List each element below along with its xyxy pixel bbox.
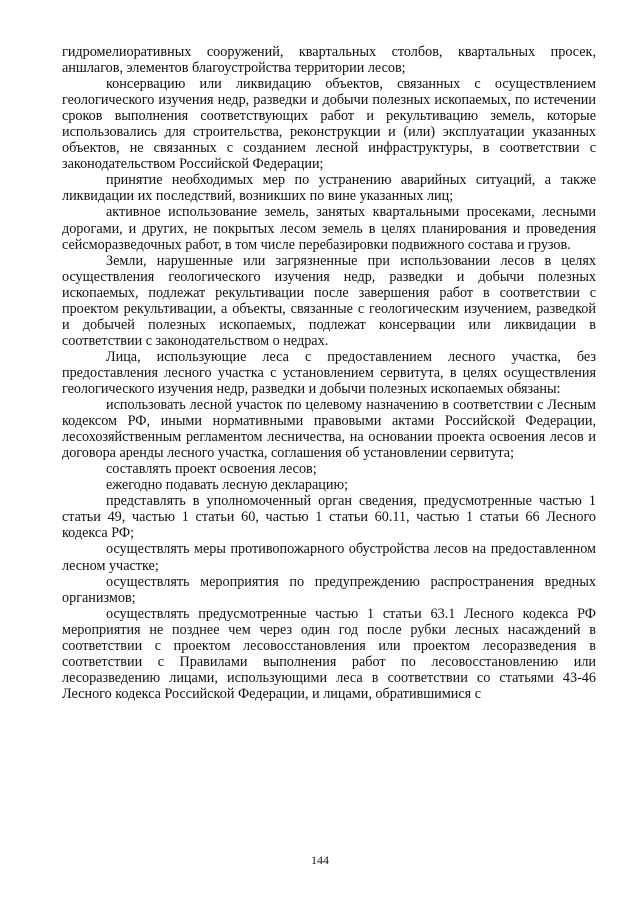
paragraph-2: консервацию или ликвидацию объектов, связанных с осуществлением геологического изучения недр, разведки и добычи полезных ископаемых, по истечении сроков выполнения соответствующих работ и рекультивацию земель, которые использовались для строительства, реконструкции и (или) эксплуатации указанных объектов, не связанных с созданием лесной инфраструктуры, в соответствии с законодательством Российской Федерации; [62, 76, 596, 173]
paragraph-11: осуществлять меры противопожарного обустройства лесов на предоставленном лесном участке; [62, 541, 596, 574]
paragraph-10: представлять в уполномоченный орган сведения, предусмотренные частью 1 статьи 49, частью 1 статьи 60, частью 1 статьи 60.11, частью 1 статьи 66 Лесного кодекса РФ; [62, 493, 596, 542]
paragraph-3: принятие необходимых мер по устранению аварийных ситуаций, а также ликвидации их последствий, возникших по вине указанных лиц; [62, 172, 596, 205]
paragraph-1: гидромелиоративных сооружений, квартальных столбов, квартальных просек, аншлагов, элементов благоустройства территории лесов; [62, 44, 596, 77]
paragraph-12: осуществлять мероприятия по предупреждению распространения вредных организмов; [62, 573, 596, 606]
paragraph-8: составлять проект освоения лесов; [106, 461, 317, 478]
paragraph-7: использовать лесной участок по целевому назначению в соответствии с Лесным кодексом РФ, иными нормативными правовыми актами Российской Федерации, лесохозяйственным регламентом лесничества, на основании проекта освоения лесов и договора аренды лесного участка, соглашения об установлении сервитута; [62, 397, 596, 462]
paragraph-13: осуществлять предусмотренные частью 1 статьи 63.1 Лесного кодекса РФ мероприятия не позднее чем через один год после рубки лесных насаждений в соответствии с проектом лесовосстановления или проектом лесоразведения в соответствии с Правилами выполнения работ по лесовосстановлению или лесоразведению лицами, использующими леса в соответствии со статьями 43-46 Лесного кодекса Российской Федерации, и лицами, обратившимися с [62, 605, 596, 702]
page-number: 144 [311, 853, 329, 867]
document-body [62, 44, 596, 702]
paragraph-6: Лица, использующие леса с предоставлением лесного участка, без предоставления лесного участка с установлением сервитута, в целях осуществления геологического изучения недр, разведки и добычи полезных ископаемых обязаны: [62, 348, 596, 397]
paragraph-4: активное использование земель, занятых квартальными просеками, лесными дорогами, и других, не покрытых лесом земель в целях планирования и проведения сейсморазведочных работ, в том числе перебазировки подвижного состава и грузов. [62, 204, 596, 253]
paragraph-5: Земли, нарушенные или загрязненные при использовании лесов в целях осуществления геологического изучения недр, разведки и добычи полезных ископаемых, подлежат рекультивации после завершения работ в соответствии с проектом рекультивации, а объекты, связанные с геологическим изучением, разведкой и добычей полезных ископаемых, подлежат консервации или ликвидации в соответствии с законодательством о недрах. [62, 252, 596, 349]
paragraph-9: ежегодно подавать лесную декларацию; [106, 477, 349, 494]
